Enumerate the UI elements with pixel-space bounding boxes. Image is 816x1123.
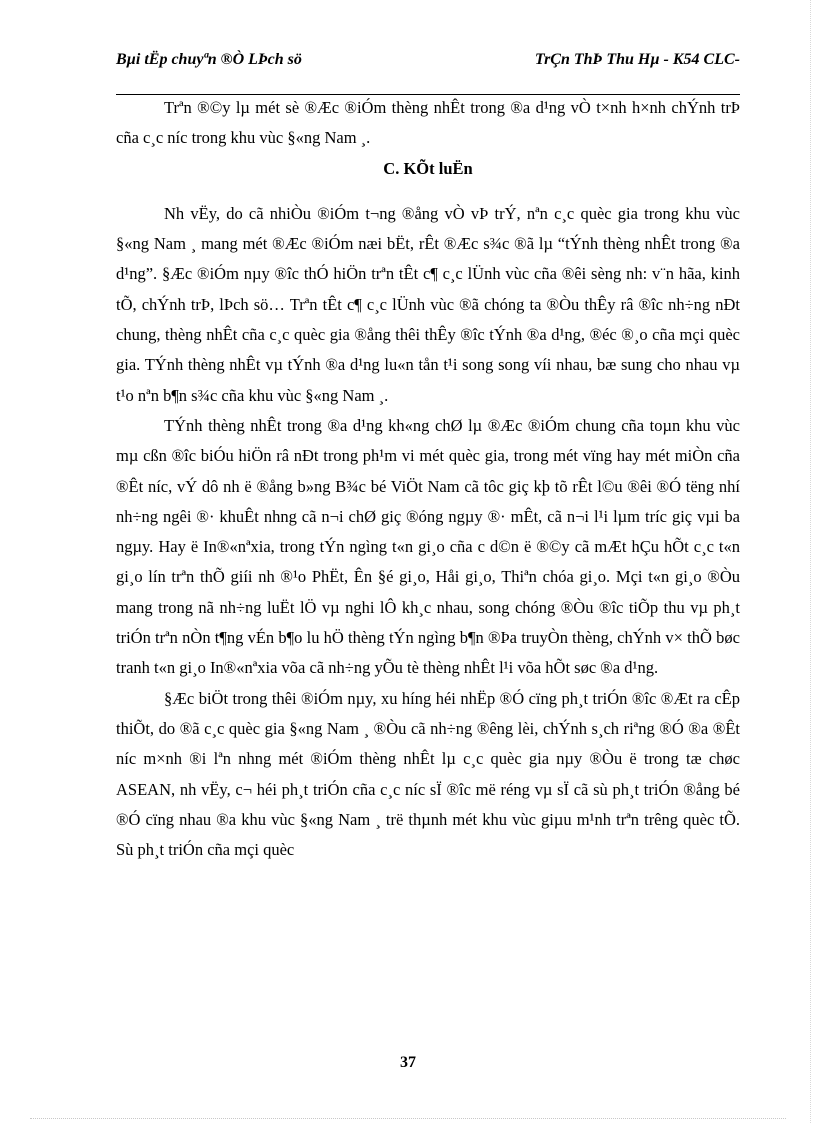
- body-paragraph-1: Nh vËy, do cã nhiÒu ®iÓm t¬ng ®ång vÒ vÞ trÝ, nªn c¸c quèc gia trong khu vùc §«ng Nam ¸ mang mét ®Æc ®iÓm næi bËt, rÊt ®Æc s¾c ®ã lµ “tÝnh thèng nhÊt trong ®a d¹ng”. §Æc ®iÓm nµy ®îc thÓ hiÖn trªn tÊt c¶ c¸c lÜnh vùc cña ®êi sèng nh: v¨n hãa, kinh tÕ, chÝnh trÞ, lÞch sö… Trªn tÊt c¶ c¸c lÜnh vùc ®ã chóng ta ®Òu thÊy râ ®îc nh÷ng nÐt chung, thèng nhÊt cña c¸c quèc gia ®ång thêi thÊy ®îc tÝnh ®a d¹ng, ®éc ®¸o cña mçi quèc gia. TÝnh thèng nhÊt vµ tÝnh ®a d¹ng lu«n tån t¹i song song víi nhau, bæ sung cho nhau vµ t¹o nªn b¶n s¾c cña khu vùc §«ng Nam ¸.: [116, 203, 740, 405]
- section-heading: C. KÕt luËn: [383, 158, 473, 178]
- page-right-edge: [810, 0, 811, 1123]
- header-subject: Bµi tËp chuyªn ®Ò LÞch sö: [116, 51, 302, 68]
- document-body: [116, 93, 740, 865]
- page-header: [116, 50, 740, 94]
- page-bottom-edge: [30, 1118, 786, 1119]
- header-author: TrÇn ThÞ Thu Hµ - K54 CLC-: [534, 51, 740, 68]
- body-paragraph-2: TÝnh thèng nhÊt trong ®a d¹ng kh«ng chØ lµ ®Æc ®iÓm chung cña toµn khu vùc mµ cßn ®îc biÓu hiÖn râ nÐt trong ph¹m vi mét quèc gia, trong mét vïng hay mét miÒn cña ®Êt níc, vÝ dô nh ë ®ång b»ng B¾c bé ViÖt Nam cã tôc giç kþ tõ rÊt l©u ®êi ®Ó tëng nhí nh÷ng ngêi ®· khuÊt nhng cã n¬i chØ giç ®óng ngµy ®· mÊt, cã n¬i l¹i lµm tríc giç vµi ba ngµy. Hay ë In®«nªxia, trong tÝn ngìng t«n gi¸o cña c d©n ë ®©y cã mÆt hÇu hÕt c¸c t«n gi¸o lín trªn thÕ giíi nh ®¹o PhËt, Ên §é gi¸o, Håi gi¸o, Thiªn chóa gi¸o. Mçi t«n gi¸o ®Òu mang trong nã nh÷ng luËt lÖ vµ nghi lÔ kh¸c nhau, song chóng ®Òu ®îc tiÕp thu vµ ph¸t triÓn trªn nÒn t¶ng vÉn b¶o lu hÖ thèng tÝn ngìng b¶n ®Þa truyÒn thèng, chÝnh v× thÕ bøc tranh t«n gi¸o In®«nªxia võa cã nh÷ng yÕu tè thèng nhÊt l¹i võa hÕt søc ®a d¹ng.: [116, 415, 740, 678]
- intro-paragraph: Trªn ®©y lµ mét sè ®Æc ®iÓm thèng nhÊt trong ®a d¹ng vÒ t×nh h×nh chÝnh trÞ cña c¸c níc trong khu vùc §«ng Nam ¸.: [116, 98, 740, 148]
- page-number: 37: [400, 1054, 416, 1071]
- body-paragraph-3: §Æc biÖt trong thêi ®iÓm nµy, xu híng héi nhËp ®Ó cïng ph¸t triÓn ®îc ®Æt ra cÊp thiÕt, do ®ã c¸c quèc gia §«ng Nam ¸ ®Òu cã nh÷ng ®êng lèi, chÝnh s¸ch riªng ®Ó ®a ®Êt níc m×nh ®i lªn nhng mét ®iÓm thèng nhÊt lµ c¸c quèc gia nµy ®Òu ë trong tæ chøc ASEAN, nh vËy, c¬ héi ph¸t triÓn cña c¸c níc sÏ ®îc më réng vµ sÏ cã sù ph¸t triÓn ®ång bé ®Ó cïng nhau ®a khu vùc §«ng Nam ¸ trë thµnh mét khu vùc giµu m¹nh trªn trêng quèc tÕ. Sù ph¸t triÓn cña mçi quèc: [116, 688, 740, 860]
